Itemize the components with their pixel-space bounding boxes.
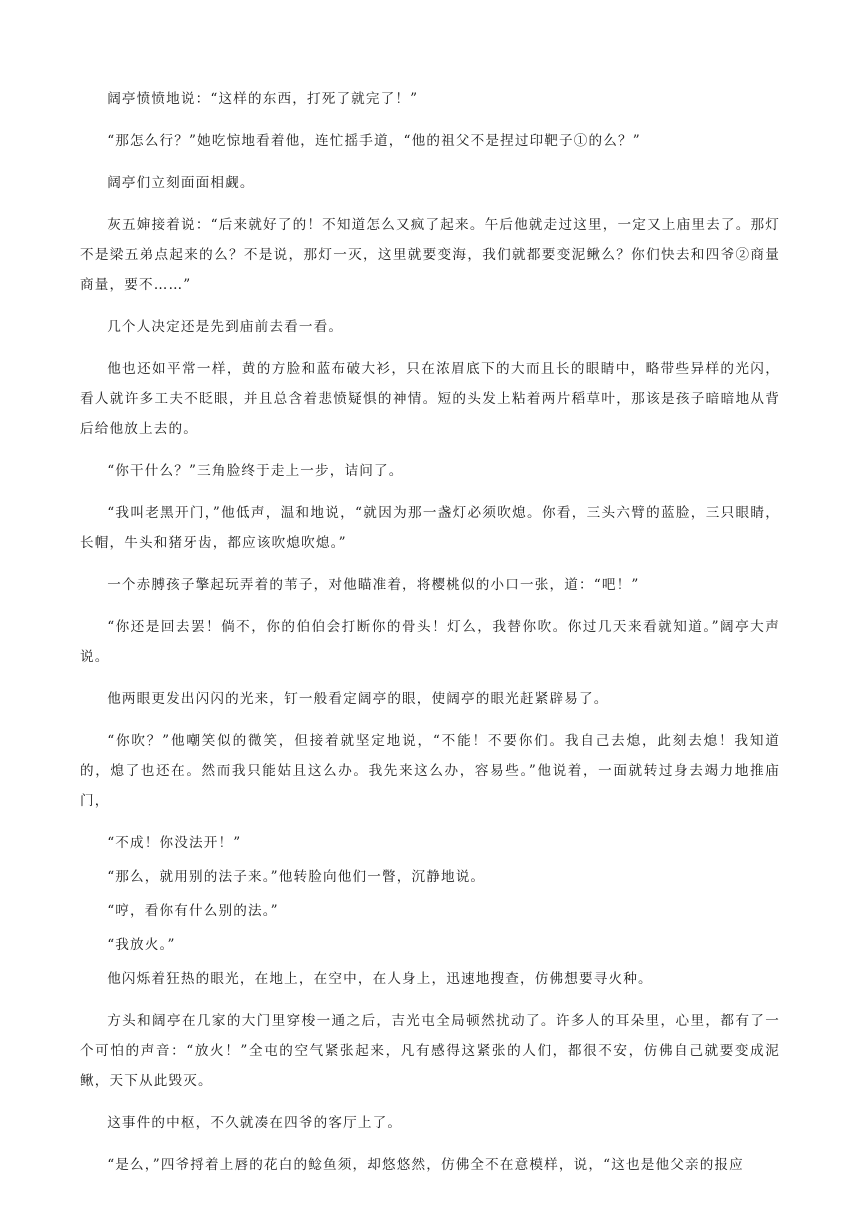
document-page (80, 84, 780, 1192)
paragraph: 灰五婶接着说：“后来就好了的！不知道怎么又疯了起来。午后他就走过这里，一定又上庙里去了。那灯不是梁五弟点起来的么？不是说，那灯一灭，这里就要变海，我们就都要变泥鳅么？你们快去和四爷②商量商量，要不……” (80, 217, 780, 293)
paragraph: 他两眼更发出闪闪的光来，钉一般看定阔亭的眼，使阔亭的眼光赶紧辟易了。 (107, 691, 609, 707)
paragraph: “哼，看你有什么别的法。” (107, 903, 279, 919)
paragraph: “是么，”四爷捋着上唇的花白的鲶鱼须，却悠悠然，仿佛全不在意模样，说，“这也是他父亲的报应 (107, 1157, 744, 1173)
paragraph: “你干什么？”三角脸终于走上一步，诘问了。 (107, 463, 404, 479)
paragraph: 几个人决定还是先到庙前去看一看。 (107, 319, 344, 335)
paragraph: “你还是回去罢！倘不，你的伯伯会打断你的骨头！灯么，我替你吹。你过几天来看就知道。”阔亭大声说。 (80, 619, 780, 665)
paragraph: 他也还如平常一样，黄的方脸和蓝布破大衫，只在浓眉底下的大而且长的眼睛中，略带些异样的光闪，看人就许多工夫不眨眼，并且总含着悲愤疑惧的神情。短的头发上粘着两片稻草叶，那该是孩子暗暗地从背后给他放上去的。 (80, 361, 780, 437)
paragraph: “我叫老黑开门，”他低声，温和地说，“就因为那一盏灯必须吹熄。你看，三头六臂的蓝脸，三只眼睛，长帽，牛头和猪牙齿，都应该吹熄吹熄。” (80, 505, 780, 551)
paragraph: “你吹？”他嘲笑似的微笑，但接着就坚定地说，“不能！不要你们。我自己去熄，此刻去熄！我知道的，熄了也还在。然而我只能姑且这么办。我先来这么办，容易些。”他说着，一面就转过身去竭力地推庙门， (80, 733, 780, 809)
paragraph: “不成！你没法开！” (107, 835, 242, 851)
paragraph: “那么，就用别的法子来。”他转脸向他们一瞥，沉静地说。 (107, 869, 486, 885)
paragraph: 阔亭愤愤地说：“这样的东西，打死了就完了！” (107, 91, 419, 107)
paragraph: “我放火。” (107, 937, 176, 953)
paragraph: 方头和阔亭在几家的大门里穿梭一通之后，吉光屯全局顿然扰动了。许多人的耳朵里，心里，都有了一个可怕的声音：“放火！”全屯的空气紧张起来，凡有感得这紧张的人们，都很不安，仿佛自己就要变成泥鳅，天下从此毁灭。 (80, 1013, 780, 1089)
paragraph: “那怎么行？”她吃惊地看着他，连忙摇手道，“他的祖父不是捏过印靶子①的么？” (107, 133, 641, 149)
paragraph: 他闪烁着狂热的眼光，在地上，在空中，在人身上，迅速地搜查，仿佛想要寻火种。 (107, 971, 653, 987)
paragraph: 这事件的中枢，不久就凑在四爷的客厅上了。 (107, 1115, 403, 1131)
paragraph: 阔亭们立刻面面相觑。 (107, 175, 255, 191)
paragraph: 一个赤膊孩子擎起玩弄着的苇子，对他瞄准着，将樱桃似的小口一张，道：“吧！” (107, 577, 640, 593)
